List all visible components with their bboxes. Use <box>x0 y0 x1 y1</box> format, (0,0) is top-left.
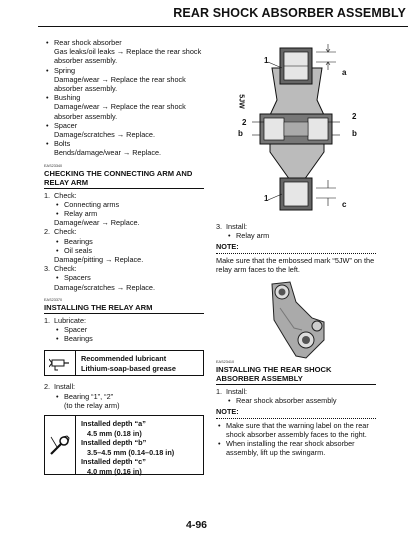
page-number: 4-96 <box>186 519 208 531</box>
list-item: • Bearings <box>54 334 204 343</box>
step-item: 3. Install: <box>216 222 248 231</box>
list-item: • Bushing Damage/wear → Replace the rear shock absorber assembly. <box>44 93 204 121</box>
depth-a-label: Installed depth “a” <box>81 419 146 429</box>
right-column-upper <box>216 222 376 274</box>
depth-c-value: 4.0 mm (0.16 in) <box>87 467 142 477</box>
list-item: • Rear shock absorber assembly <box>226 396 376 405</box>
section-heading-installing-relay: INSTALLING THE RELAY ARM <box>44 303 204 314</box>
list-item-note: (to the relay arm) <box>64 400 120 410</box>
list-item: • Make sure that the warning label on the rear shock absorber assembly faces to the right. <box>216 421 376 439</box>
step-item: 2. Install: <box>44 382 76 392</box>
note-heading: NOTE: <box>216 407 376 418</box>
step-item: 3. Check: <box>44 264 77 274</box>
right-column-lower <box>216 360 376 457</box>
left-column <box>44 38 204 479</box>
callout-label: 2 <box>352 112 357 121</box>
step-result: Damage/scratches → Replace. <box>54 282 155 292</box>
embossed-mark-label: 5JW <box>237 94 245 109</box>
depth-b-value: 3.5–4.5 mm (0.14–0.18 in) <box>87 447 175 457</box>
note-heading: NOTE: <box>216 242 376 253</box>
section-code: EAS23410 <box>216 360 235 364</box>
list-item: • Oil seals <box>54 246 204 255</box>
installed-depth-box <box>44 415 204 475</box>
list-item: • Bearings <box>54 237 204 246</box>
section-heading-installing-shock: INSTALLING THE REAR SHOCK ABSORBER ASSEMBLY <box>216 365 376 385</box>
section-code: EAS23370 <box>44 297 63 302</box>
list-item: • Spacer Damage/scratches → Replace. <box>44 121 204 139</box>
step-result: Damage/wear → Replace. <box>54 218 140 228</box>
depth-b-label: Installed depth “b” <box>81 438 147 448</box>
callout-label: 1 <box>264 56 269 65</box>
list-item: • Connecting arms <box>54 200 204 209</box>
section-heading-checking: CHECKING THE CONNECTING ARM AND RELAY ARM <box>44 169 204 189</box>
intro-bullets <box>44 38 204 158</box>
list-item: • When installing the rear shock absorber assembly, lift up the swingarm. <box>216 439 376 457</box>
depth-a-value: 4.5 mm (0.18 in) <box>87 428 142 438</box>
list-item: • Rear shock absorber Gas leaks/oil leaks → Replace the rear shock absorber assembly. <box>44 38 204 66</box>
list-item: • Bolts Bends/damage/wear → Replace. <box>44 139 204 157</box>
callout-label: c <box>342 200 347 209</box>
step-item: 1. Install: <box>216 387 248 396</box>
lubricant-label: Recommended lubricant <box>81 354 167 364</box>
page-title: REAR SHOCK ABSORBER ASSEMBLY <box>173 6 406 20</box>
wrench-caution-icon <box>45 416 76 474</box>
list-item: • Relay arm <box>54 209 204 218</box>
list-item: • Spacers <box>54 273 204 282</box>
section-code: EAS23340 <box>44 163 63 168</box>
depth-c-label: Installed depth “c” <box>81 457 146 467</box>
list-item: • Spring Damage/wear → Replace the rear shock absorber assembly. <box>44 66 204 94</box>
note-text: Make sure that the embossed mark “5JW” on the relay arm faces to the left. <box>216 255 375 274</box>
step-item: 1. Lubricate: <box>44 315 87 325</box>
step-item: 2. Check: <box>44 227 77 237</box>
relay-arm-figure <box>262 280 334 365</box>
callout-label: b <box>352 129 357 138</box>
lubricant-box <box>44 350 204 376</box>
callout-label: 2 <box>242 118 247 127</box>
step-result: Damage/pitting → Replace. <box>54 255 144 265</box>
list-item: • Bearing “1”, “2” <box>54 392 204 401</box>
callout-label: 1 <box>264 194 269 203</box>
lubricant-value: Lithium-soap-based grease <box>81 363 176 373</box>
callout-label: a <box>342 68 347 77</box>
relay-arm-bearing-figure <box>212 40 382 220</box>
grease-gun-icon <box>45 351 76 375</box>
list-item: • Spacer <box>54 325 204 334</box>
step-item: 1. Check: <box>44 190 77 200</box>
header-divider <box>38 26 408 27</box>
list-item: • Relay arm <box>226 231 376 240</box>
callout-label: b <box>238 129 243 138</box>
